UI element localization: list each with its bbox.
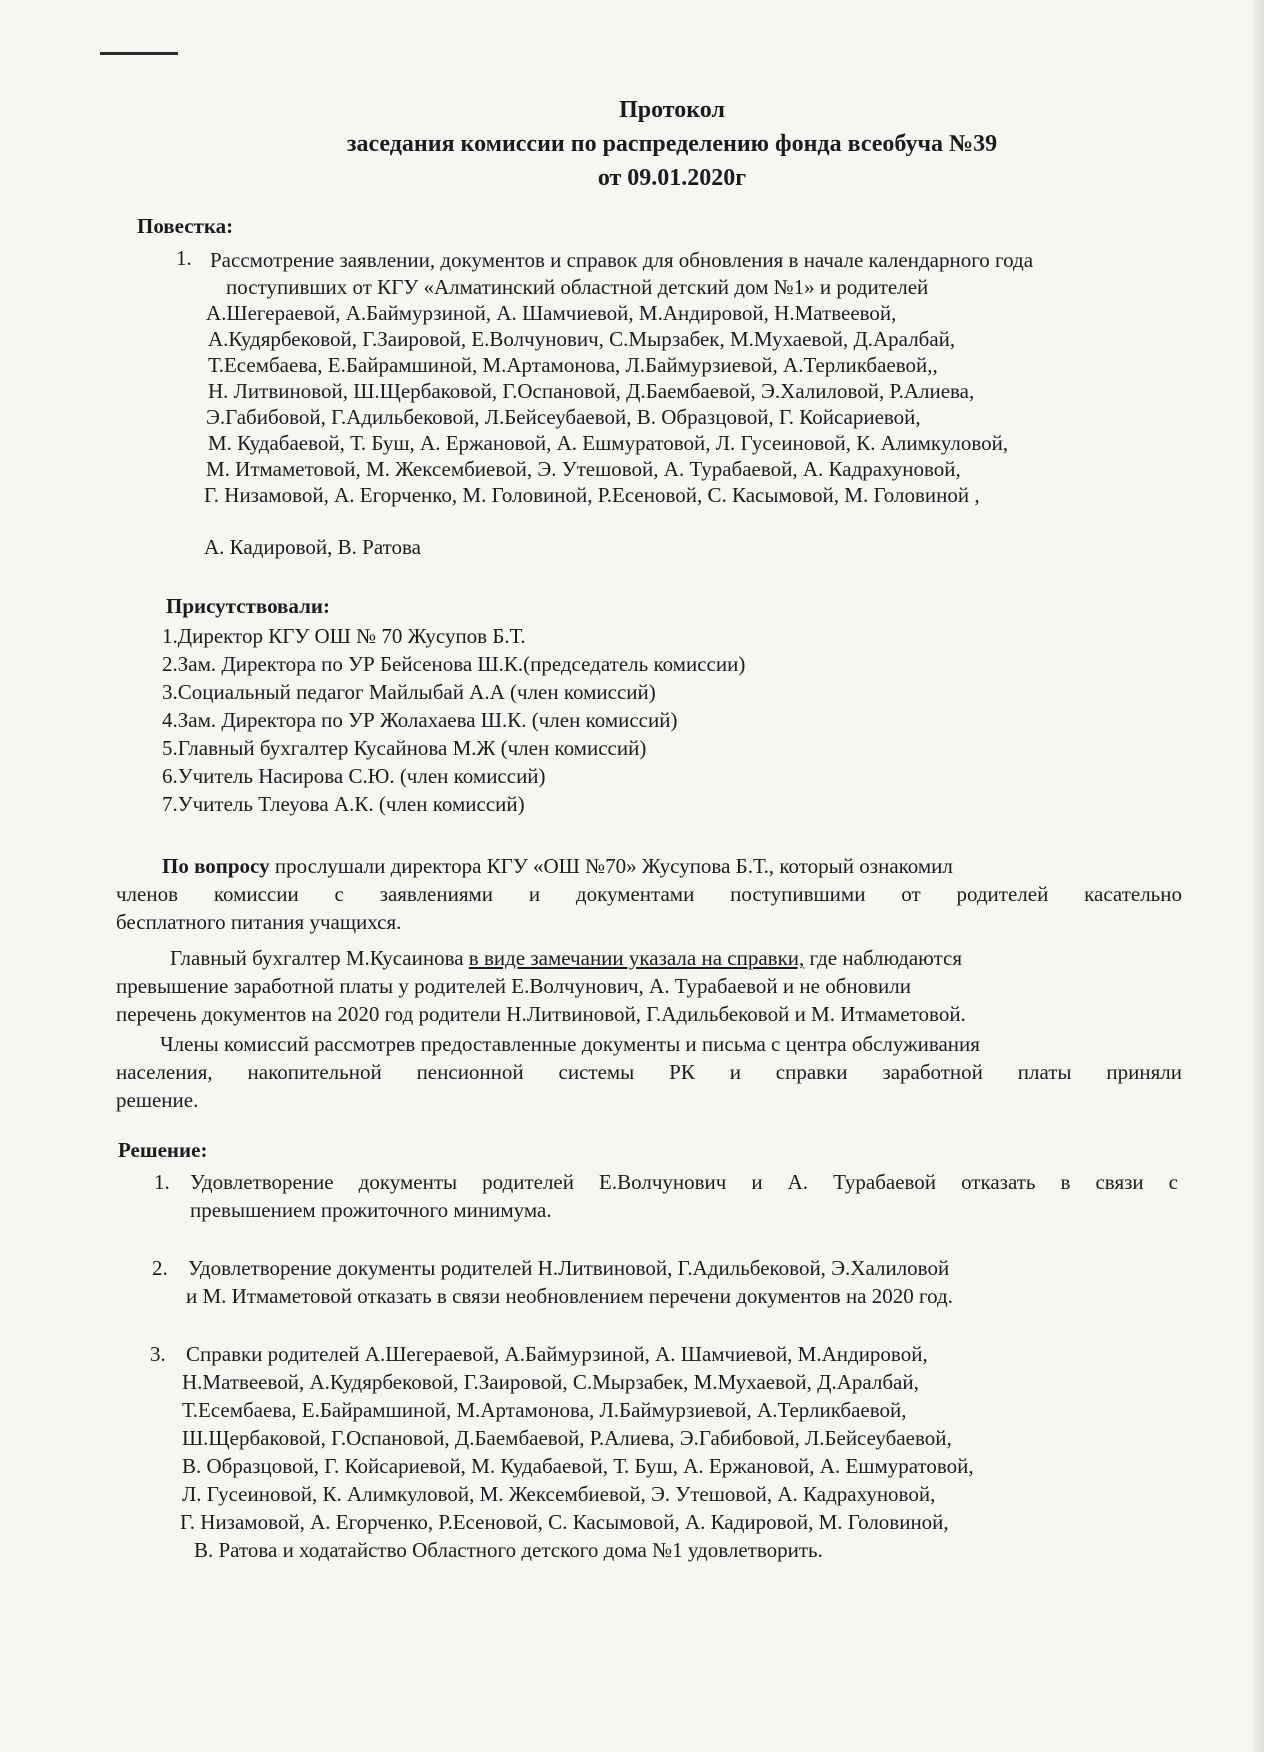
attendee-item: 5.Главный бухгалтер Кусайнова М.Ж (член комиссий) — [162, 736, 647, 760]
paragraph-2-start: Главный бухгалтер М.Кусаинова — [170, 946, 469, 970]
decision-item-1-line: превышением прожиточного минимума. — [190, 1198, 552, 1222]
title-line-1: Протокол — [619, 97, 725, 123]
decision-heading: Решение: — [118, 1138, 208, 1162]
paragraph-3-line-3: решение. — [116, 1088, 199, 1112]
paragraph-3-line-1: Члены комиссий рассмотрев предоставленные документы и письма с центра обслуживания — [160, 1032, 980, 1056]
decision-item-2-line: и М. Итмаметовой отказать в связи необновлением перечени документов на 2020 год. — [186, 1284, 953, 1308]
decision-item-3-line: В. Ратова и ходатайство Областного детского дома №1 удовлетворить. — [194, 1538, 823, 1562]
decision-item-3-line: Г. Низамовой, А. Егорченко, Р.Есеновой, С. Касымовой, А. Кадировой, М. Головиной, — [180, 1510, 949, 1534]
paragraph-2-line-2: превышение заработной платы у родителей Е.Волчунович, А. Турабаевой и не обновили — [116, 974, 912, 998]
attendees-heading: Присутствовали: — [166, 594, 330, 618]
paragraph-1-rest: прослушали директора КГУ «ОШ №70» Жусупова Б.Т., который ознакомил — [269, 854, 953, 878]
agenda-item-number: 1. — [176, 246, 192, 270]
scan-mark — [100, 52, 178, 55]
agenda-line: Рассмотрение заявлении, документов и справок для обновления в начале календарного года — [210, 248, 1034, 272]
agenda-line: А. Кадировой, В. Ратова — [204, 535, 421, 559]
paragraph-1-bold: По вопросу — [162, 854, 270, 878]
decision-item-1-number: 1. — [154, 1170, 170, 1194]
agenda-line: М. Кудабаевой, Т. Буш, А. Ержановой, А. Ешмуратовой, Л. Гусеиновой, К. Алимкуловой, — [208, 431, 1009, 455]
decision-item-3-line: Справки родителей А.Шегераевой, А.Баймурзиной, А. Шамчиевой, М.Андировой, — [186, 1342, 928, 1366]
paragraph-1-line-1 — [162, 852, 1182, 880]
title-line-2: заседания комиссии по распределению фонда всеобуча №39 — [346, 131, 998, 157]
decision-item-3-line: Л. Гусеиновой, К. Алимкуловой, М. Жексембиевой, Э. Утешовой, А. Кадрахуновой, — [182, 1482, 936, 1506]
paragraph-2-line-3: перечень документов на 2020 год родители Н.Литвиновой, Г.Адильбековой и М. Итмаметовой. — [116, 1002, 966, 1026]
decision-item-3-line: Н.Матвеевой, А.Кудярбековой, Г.Заировой, С.Мырзабек, М.Мухаевой, Д.Аралбай, — [182, 1370, 919, 1394]
decision-item-2-number: 2. — [152, 1256, 168, 1280]
agenda-line: Э.Габибовой, Г.Адильбековой, Л.Бейсеубаевой, В. Образцовой, Г. Койсариевой, — [206, 405, 921, 429]
decision-item-1-line: Удовлетворение документы родителей Е.Волчунович и А. Турабаевой отказать в связи с — [190, 1170, 1178, 1194]
attendee-item: 1.Директор КГУ ОШ № 70 Жусупов Б.Т. — [162, 624, 526, 648]
agenda-line: А.Шегераевой, А.Баймурзиной, А. Шамчиевой, М.Андировой, Н.Матвеевой, — [206, 301, 897, 325]
attendee-item: 2.Зам. Директора по УР Бейсенова Ш.К.(председатель комиссии) — [162, 652, 746, 676]
attendee-item: 4.Зам. Директора по УР Жолахаева Ш.К. (член комиссий) — [162, 708, 678, 732]
agenda-line: Т.Есембаева, Е.Байрамшиной, М.Артамонова, Л.Баймурзиевой, А.Терликбаевой,, — [208, 353, 938, 377]
agenda-line: Н. Литвиновой, Ш.Щербаковой, Г.Оспановой, Д.Баембаевой, Э.Халиловой, Р.Алиева, — [208, 379, 975, 403]
page-edge-shadow — [1250, 0, 1264, 1752]
agenda-line: А.Кудярбековой, Г.Заировой, Е.Волчунович, С.Мырзабек, М.Мухаевой, Д.Аралбай, — [208, 327, 956, 351]
decision-item-3-line: Т.Есембаева, Е.Байрамшиной, М.Артамонова, Л.Баймурзиевой, А.Терликбаевой, — [182, 1398, 907, 1422]
decision-item-2-line: Удовлетворение документы родителей Н.Литвиновой, Г.Адильбековой, Э.Халиловой — [188, 1256, 950, 1280]
agenda-line: Г. Низамовой, А. Егорченко, М. Головиной, Р.Есеновой, С. Касымовой, М. Головиной , — [204, 483, 980, 507]
decision-item-3-line: Ш.Щербаковой, Г.Оспановой, Д.Баембаевой, Р.Алиева, Э.Габибовой, Л.Бейсеубаевой, — [182, 1426, 952, 1450]
paragraph-1-line-2: членов комиссии с заявлениями и документами поступившими от родителей касательно — [116, 882, 1182, 906]
attendee-item: 3.Социальный педагог Майлыбай А.А (член комиссий) — [162, 680, 656, 704]
paragraph-3-line-2: населения, накопительной пенсионной системы РК и справки заработной платы приняли — [116, 1060, 1182, 1084]
title-line-3: от 09.01.2020г — [597, 165, 747, 191]
agenda-line: М. Итмаметовой, М. Жексембиевой, Э. Утешовой, А. Турабаевой, А. Кадрахуновой, — [206, 457, 961, 481]
attendee-item: 7.Учитель Тлеуова А.К. (член комиссий) — [162, 792, 525, 816]
agenda-heading: Повестка: — [137, 214, 234, 238]
paragraph-2-line-1 — [170, 944, 962, 972]
attendee-item: 6.Учитель Насирова С.Ю. (член комиссий) — [162, 764, 546, 788]
paragraph-2-end: где наблюдаются — [804, 946, 962, 970]
decision-item-3-number: 3. — [150, 1342, 166, 1366]
decision-item-3-line: В. Образцовой, Г. Койсариевой, М. Кудабаевой, Т. Буш, А. Ержановой, А. Ешмуратовой, — [182, 1454, 974, 1478]
paragraph-1-line-3: бесплатного питания учащихся. — [116, 910, 402, 934]
agenda-line: поступивших от КГУ «Алматинский областной детский дом №1» и родителей — [226, 275, 929, 299]
paragraph-2-underlined: в виде замечании указала на справки, — [468, 946, 805, 970]
